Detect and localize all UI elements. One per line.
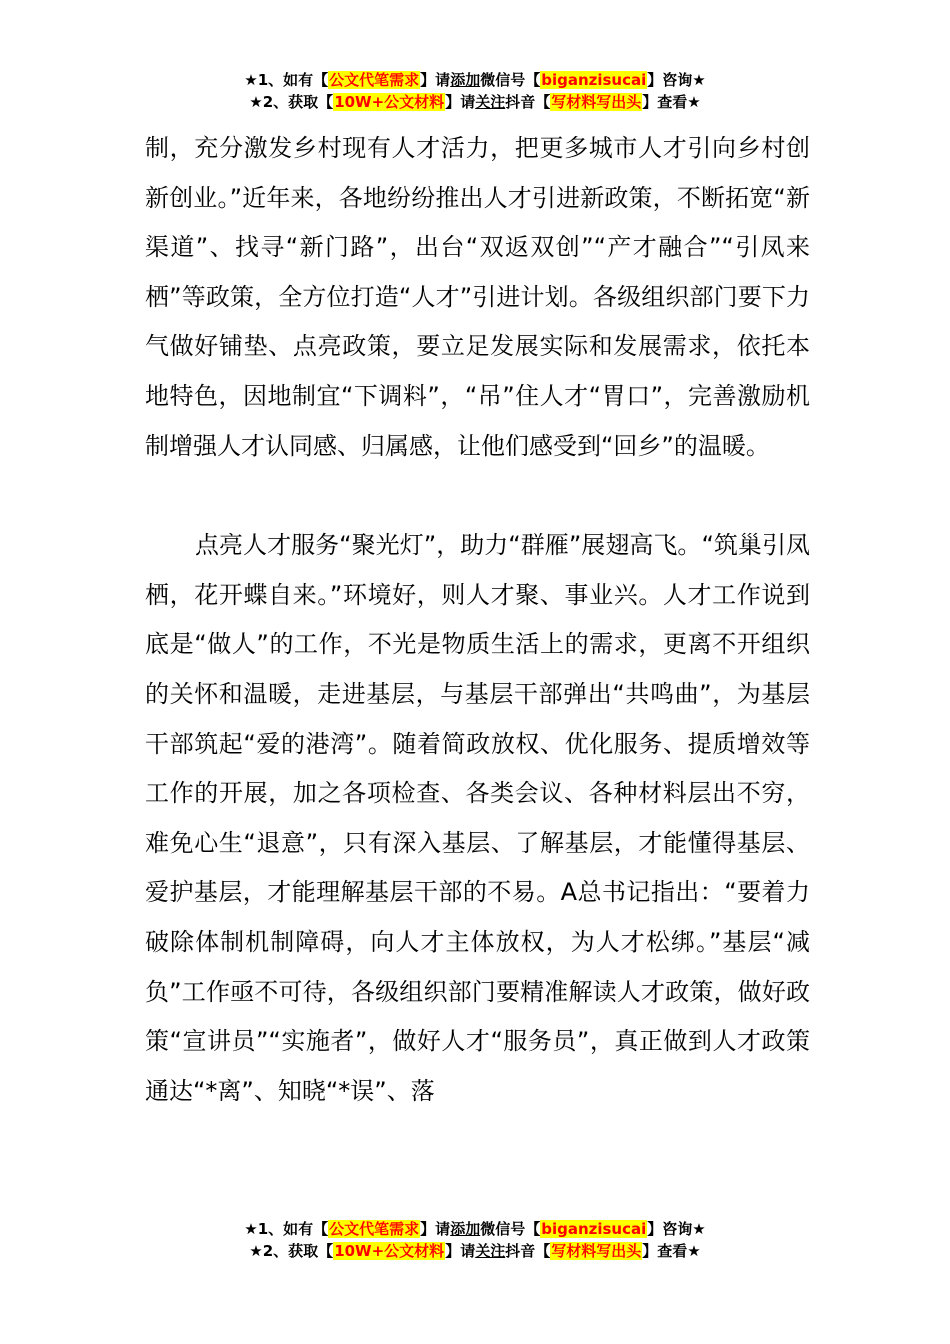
promo-douyin-id: 写材料写出头 xyxy=(551,1242,642,1260)
paragraph-spacer xyxy=(145,471,810,521)
promo-text: ★1、如有【 xyxy=(244,1220,329,1238)
promo-text: 微信号【 xyxy=(480,71,541,89)
promo-text: 抖音【 xyxy=(505,93,551,111)
promo-text: 】咨询★ xyxy=(647,71,706,89)
promo-text: 】查看★ xyxy=(642,1242,701,1260)
paragraph-talent-service: 点亮人才服务“聚光灯”，助力“群雁”展翅高飞。“筑巢引凤栖，花开蝶自来。”环境好，则人才聚、事业兴。人才工作说到底是“做人”的工作，不光是物质生活上的需求，更离不开组织的关怀和温暖，走进基层，与基层干部弹出“共鸣曲”，为基层干部筑起“爱的港湾”。随着简政放权、优化服务、提质增效等工作的开展，加之各项检查、各类会议、各种材料层出不穷，难免心生“退意”，只有深入基层、了解基层，才能懂得基层、爱护基层，才能理解基层干部的不易。A总书记指出：“要着力破除体制机制障碍，向人才主体放权，为人才松绑。”基层“减负”工作亟不可待，各级组织部门要精准解读人才政策，做好政策“宣讲员”“实施者”，做好人才“服务员”，真正做到人才政策通达“*离”、知晓“*误”、落 xyxy=(145,531,810,1105)
promo-wechat-id: biganzisucai xyxy=(541,71,647,89)
promo-text: 微信号【 xyxy=(480,1220,541,1238)
document-body xyxy=(145,124,810,1116)
promo-text: ★1、如有【 xyxy=(244,71,329,89)
promo-text: 抖音【 xyxy=(505,1242,551,1260)
promo-text: 】请 xyxy=(420,1220,451,1238)
promo-line-1 xyxy=(0,69,950,91)
promo-text: 】请 xyxy=(445,93,476,111)
promo-highlight: 公文代笔需求 xyxy=(329,71,420,89)
promo-highlight: 公文代笔需求 xyxy=(329,1220,420,1238)
promo-text: 】请 xyxy=(445,1242,476,1260)
promo-underline: 添加 xyxy=(450,71,481,89)
promo-wechat-id: biganzisucai xyxy=(541,1220,647,1238)
promo-text: ★2、获取【 xyxy=(249,1242,334,1260)
promo-text: 】请 xyxy=(420,71,451,89)
promo-underline: 关注 xyxy=(475,93,506,111)
promo-line-2 xyxy=(0,91,950,113)
promo-underline: 添加 xyxy=(450,1220,481,1238)
promo-text: 】查看★ xyxy=(642,93,701,111)
promo-text: ★2、获取【 xyxy=(249,93,334,111)
footer-promo-banner xyxy=(0,1218,950,1262)
promo-douyin-id: 写材料写出头 xyxy=(551,93,642,111)
promo-text: 】咨询★ xyxy=(647,1220,706,1238)
paragraph-continued: 制，充分激发乡村现有人才活力，把更多城市人才引向乡村创新创业。”近年来，各地纷纷推出人才引进新政策，不断拓宽“新渠道”、找寻“新门路”，出台“双返双创”“产才融合”“引凤来栖”等政策，全方位打造“人才”引进计划。各级组织部门要下力气做好铺垫、点亮政策，要立足发展实际和发展需求，依托本地特色，因地制宜“下调料”，“吊”住人才“胃口”，完善激励机制增强人才认同感、归属感，让他们感受到“回乡”的温暖。 xyxy=(145,134,810,460)
header-promo-banner xyxy=(0,69,950,113)
promo-line-1 xyxy=(0,1218,950,1240)
promo-line-2 xyxy=(0,1240,950,1262)
promo-underline: 关注 xyxy=(475,1242,506,1260)
promo-highlight: 10W+公文材料 xyxy=(334,1242,445,1260)
promo-highlight: 10W+公文材料 xyxy=(334,93,445,111)
